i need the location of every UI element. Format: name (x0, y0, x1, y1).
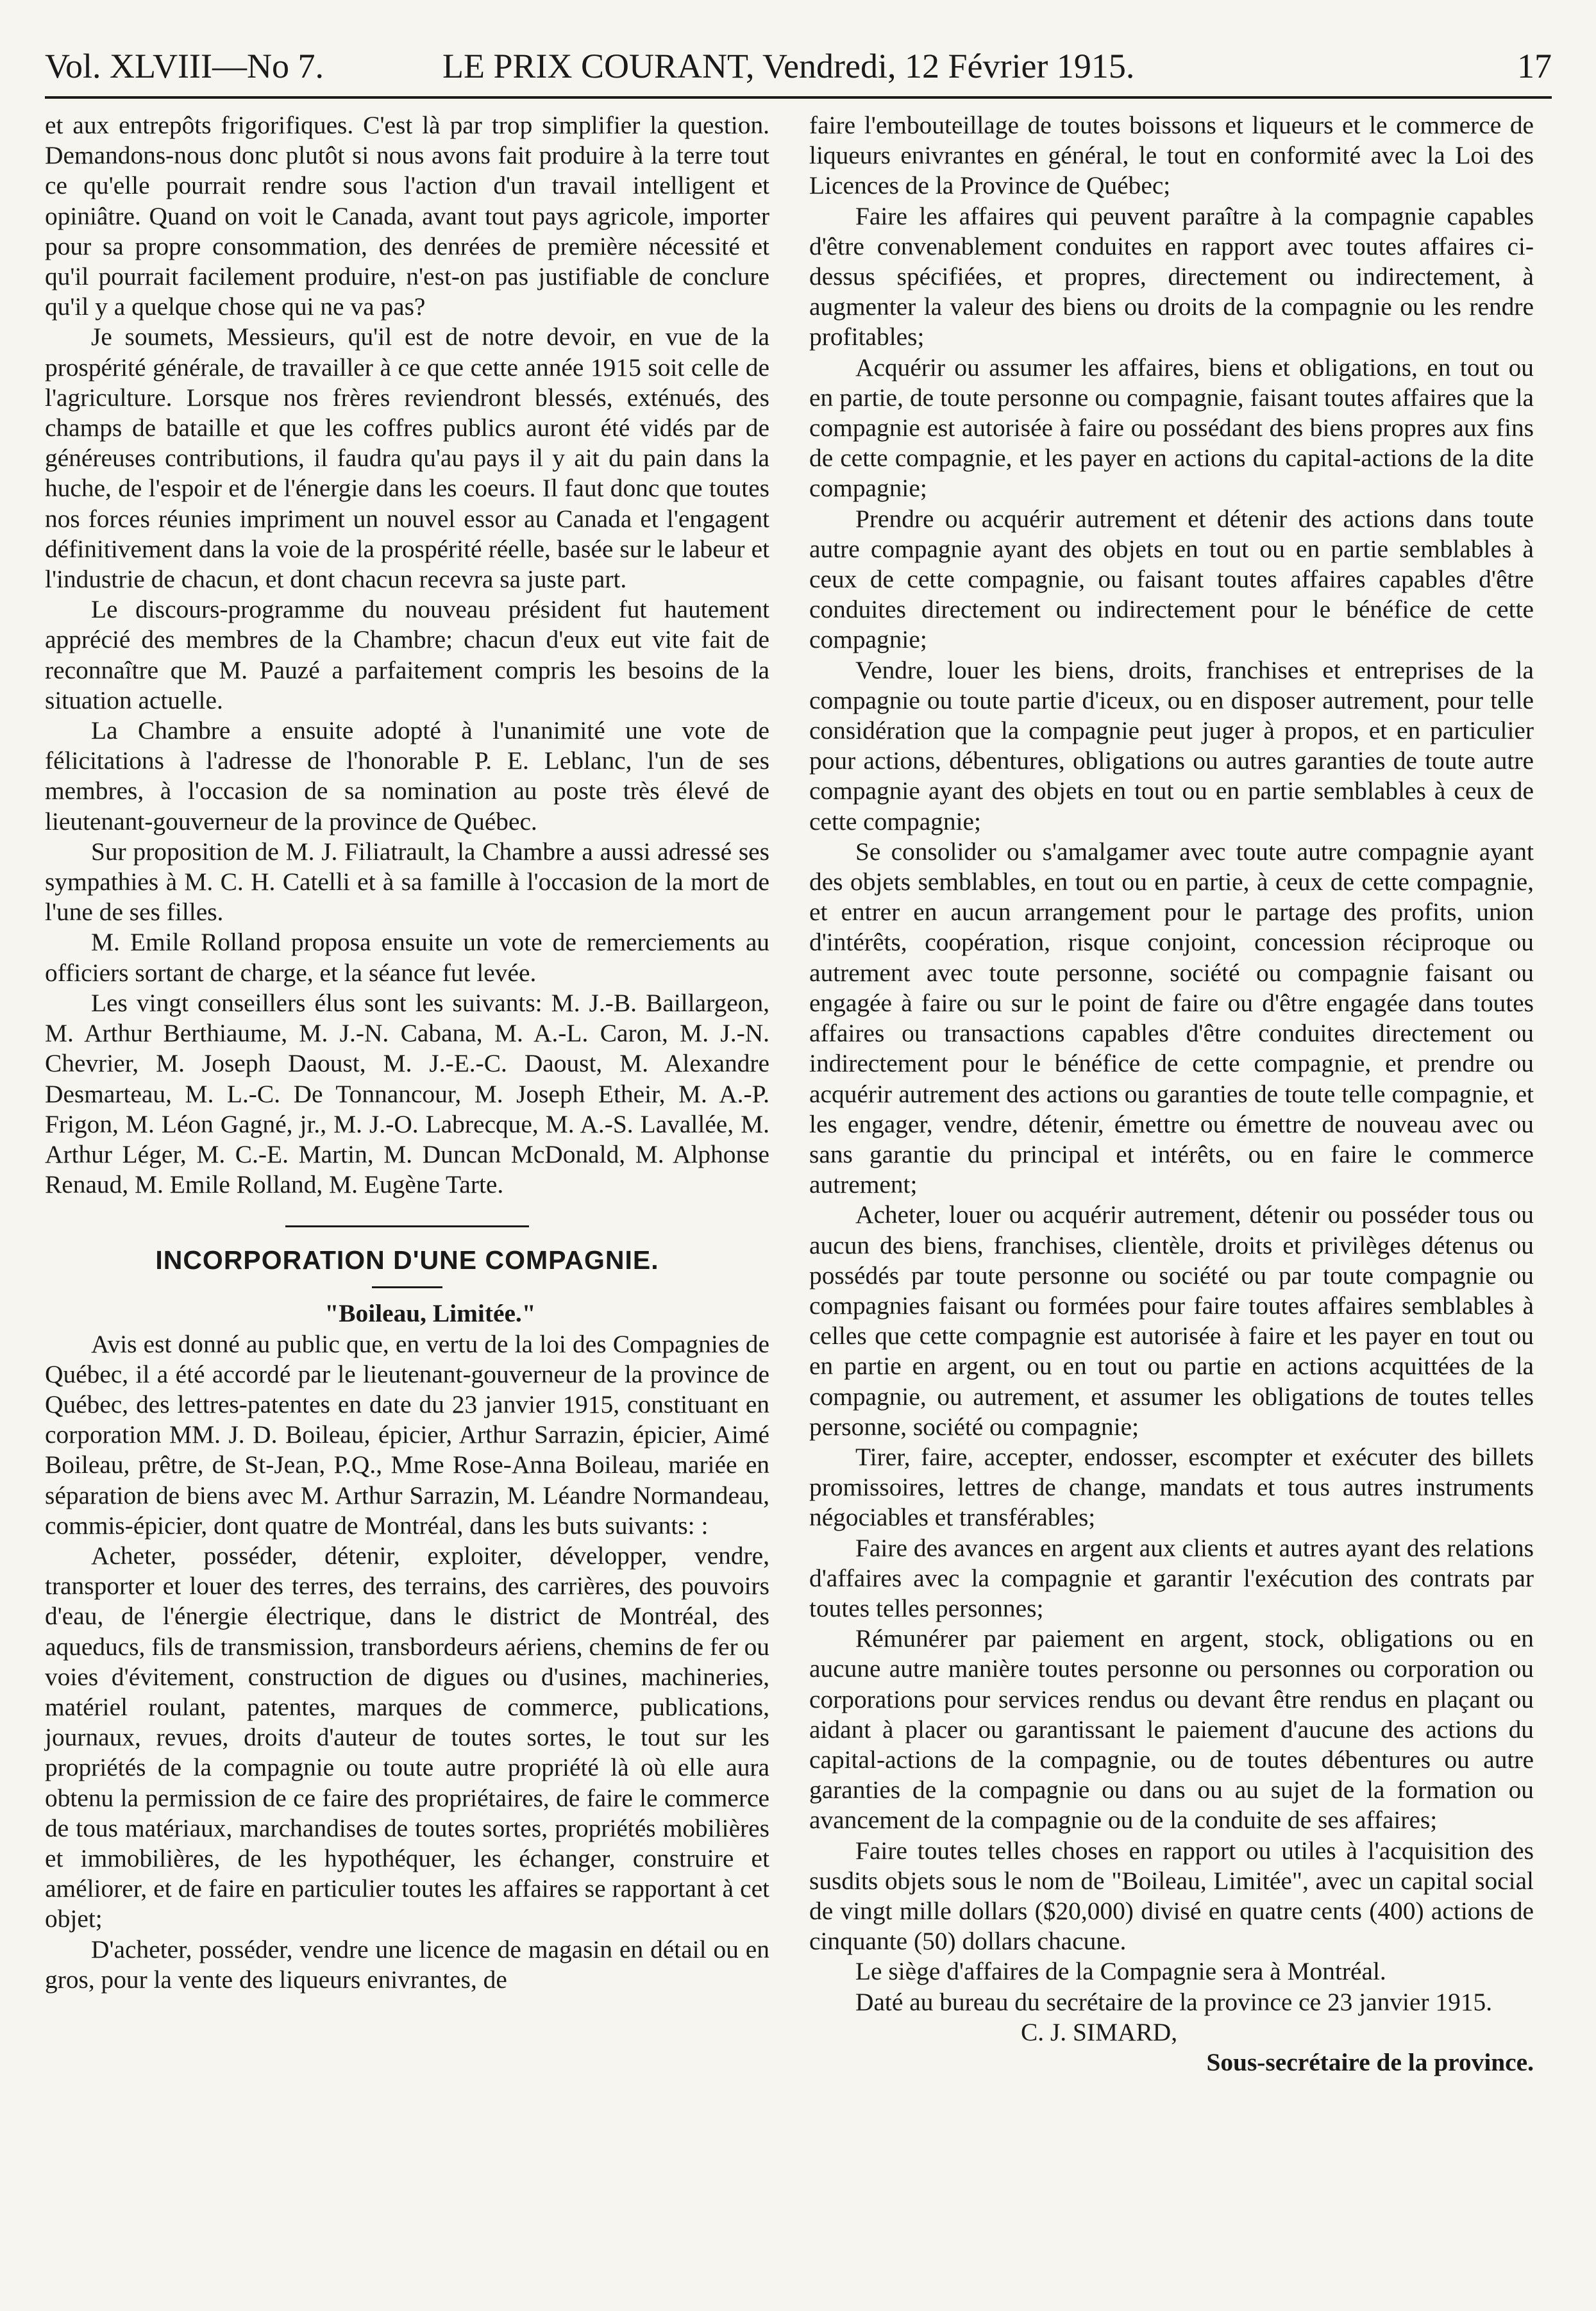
paragraph: Acheter, louer ou acquérir autrement, détenir ou posséder tous ou aucun des biens, franchises, clientèle, droits et privilèges détenus ou possédés par toute personne ou société ou par toute compagnie ou compagnies faisant ou formées pour faire toutes affaires semblables à celles que cette compagnie est autorisée à faire et les payer en tout ou en partie en argent, ou en tout ou partie en actions acquittées de la compagnie, ou autrement, et assumer les obligations de toutes telles personne, société ou compagnie; (809, 1200, 1534, 1441)
paragraph: D'acheter, posséder, vendre une licence de magasin en détail ou en gros, pour la vente des liqueurs enivrantes, de (45, 1935, 769, 1994)
title-underline (372, 1286, 442, 1288)
page-number: 17 (1517, 47, 1552, 85)
paragraph: Vendre, louer les biens, droits, franchises et entreprises de la compagnie ou toute partie d'iceux, ou en disposer autrement, pour telle considération que la compagnie peut juger à propos, et en particulier pour actions, débentures, obligations ou autres garanties de toute autre compagnie ayant des objets en tout ou en partie semblables à ceux de cette compagnie; (809, 655, 1534, 836)
paragraph: faire l'embouteillage de toutes boissons et liqueurs et le commerce de liqueurs enivrantes en général, le tout en conformité avec la Loi des Licences de la Province de Québec; (809, 111, 1534, 200)
paragraph: Faire les affaires qui peuvent paraître à la compagnie capables d'être convenablement conduites en rapport avec toutes affaires ci-dessus spécifiées, et propres, directement ou indirectement, à augmenter la valeur des biens ou droits de la compagnie ou les rendre profitables; (809, 201, 1534, 351)
section-subtitle: "Boileau, Limitée." (324, 1299, 536, 1328)
paragraph: Faire toutes telles choses en rapport ou utiles à l'acquisition des susdits objets sous le nom de "Boileau, Limitée", avec un capital social de vingt mille dollars ($20,000) divisé en quatre cents (400) actions de cinquante (50) dollars chacune. (809, 1836, 1534, 1956)
paragraph: Les vingt conseillers élus sont les suivants: M. J.-B. Baillargeon, M. Arthur Berthiaume, M. J.-N. Cabana, M. A.-L. Caron, M. J.-N. Chevrier, M. Joseph Daoust, M. J.-E.-C. Daoust, M. Alexandre Desmarteau, M. L.-C. De Tonnancour, M. Joseph Etheir, M. A.-P. Frigon, M. Léon Gagné, jr., M. J.-O. Labrecque, M. A.-S. Lavallée, M. Arthur Léger, M. C.-E. Martin, M. Duncan McDonald, M. Alphonse Renaud, M. Emile Rolland, M. Eugène Tarte. (45, 988, 769, 1199)
paragraph: et aux entrepôts frigorifiques. C'est là par trop simplifier la question. Demandons-nous donc plutôt si nous avons fait produire à la terre tout ce qu'elle pourrait rendre sous l'action d'un travail intelligent et opiniâtre. Quand on voit le Canada, avant tout pays agricole, importer pour sa propre consommation, des denrées de première nécessité et qu'il pourrait facilement produire, n'est-on pas justifiable de conclure qu'il y a quelque chose qui ne va pas? (45, 111, 769, 321)
paragraph: Le discours-programme du nouveau président fut hautement apprécié des membres de la Chambre; chacun d'eux eut vite fait de reconnaître que M. Pauzé a parfaitement compris les besoins de la situation actuelle. (45, 595, 769, 714)
paragraph: Se consolider ou s'amalgamer avec toute autre compagnie ayant des objets semblables, en tout ou en partie, à ceux de cette compagnie, et entrer en aucun arrangement pour le partage des profits, union d'intérêts, coopération, risque conjoint, concession réciproque ou autrement avec toute personne, société ou compagnie faisant ou engagée à faire ou sur le point de faire ou d'être engagée dans toutes affaires ou transactions capables d'être conduites directement ou indirectement pour le bénéfice de cette compagnie, et prendre ou acquérir autrement des actions ou garanties de toute telle compagnie, et les engager, vendre, détenir, émettre ou émettre de nouveau avec ou sans garantie du principal et intérêts, ou en faire le commerce autrement; (809, 837, 1534, 1199)
paragraph: Je soumets, Messieurs, qu'il est de notre devoir, en vue de la prospérité générale, de travailler à ce que cette année 1915 soit celle de l'agriculture. Lorsque nos frères reviendront blessés, exténués, des champs de bataille et que les coffres publics auront été vidés par de généreuses contributions, il faudra qu'au pays il y ait du pain dans la huche, de l'espoir et de l'énergie dans les coeurs. Il faut donc que toutes nos forces réunies impriment un nouvel essor au Canada et l'engagent définitivement dans la voie de la prospérité réelle, basée sur le labeur et l'industrie de chacun, et dont chacun recevra sa juste part. (45, 323, 769, 594)
signature-name: C. J. SIMARD, (1021, 2017, 1178, 2046)
header-rule (45, 96, 1552, 99)
paragraph: Prendre ou acquérir autrement et détenir des actions dans toute autre compagnie ayant des objets en tout ou en partie semblables à ceux de cette compagnie, ou faisant toutes affaires capables d'être conduites directement ou indirectement pour le bénéfice de cette compagnie; (809, 504, 1534, 654)
left-column (45, 110, 769, 1995)
volume-number: Vol. XLVIII—No 7. (45, 47, 324, 85)
paragraph: Sur proposition de M. J. Filiatrault, la Chambre a aussi adressé ses sympathies à M. C. H. Catelli et à sa famille à l'occasion de la mort de l'une de ses filles. (45, 837, 769, 927)
signature-title: Sous-secrétaire de la province. (1206, 2048, 1534, 2076)
paragraph: Le siège d'affaires de la Compagnie sera à Montréal. (855, 1957, 1386, 1986)
paragraph: Acheter, posséder, détenir, exploiter, développer, vendre, transporter et louer des terres, des terrains, des carrières, des pouvoirs d'eau, de l'énergie électrique, dans le district de Montréal, des aqueducs, fils de transmission, transbordeurs aériens, chemins de fer ou voies d'évitement, construction de digues ou d'usines, machineries, matériel roulant, patentes, marques de commerce, publications, journaux, revues, droits d'auteur de toutes sortes, le tout sur les propriétés de la compagnie ou toute autre propriété là où elle aura obtenu la permission de ce faire des propriétaires, de faire le commerce de tous matériaux, marchandises de toutes sortes, propriétés mobilières et immobilières, de les hypothéquer, les échanger, construire et améliorer, et de faire en particulier toutes les affaires se rapportant à cet objet; (45, 1541, 769, 1933)
date-line: Daté au bureau du secrétaire de la province ce 23 janvier 1915. (855, 1987, 1493, 2016)
right-column (809, 110, 1534, 2078)
paragraph: Tirer, faire, accepter, endosser, escompter et exécuter des billets promissoires, lettres de change, mandats et tous autres instruments négociables et transférables; (809, 1442, 1534, 1532)
paragraph: Rémunérer par paiement en argent, stock, obligations ou en aucune autre manière toutes personne ou personnes ou corporation ou corporations pour services rendus ou devant être rendus en plaçant ou aidant à placer ou garantissant le paiement d'aucune des actions du capital-actions de la compagnie, ou de toutes débentures ou autre garanties de la compagnie ou dans ou au sujet de la formation ou avancement de la compagnie ou de la conduite de ses affaires; (809, 1624, 1534, 1835)
paragraph: Faire des avances en argent aux clients et autres ayant des relations d'affaires avec la compagnie et garantir l'exécution des contrats par toutes telles personnes; (809, 1533, 1534, 1622)
section-divider (285, 1225, 529, 1227)
paragraph: Avis est donné au public que, en vertu de la loi des Compagnies de Québec, il a été accordé par le lieutenant-gouverneur de la province de Québec, des lettres-patentes en date du 23 janvier 1915, constituant en corporation MM. J. D. Boileau, épicier, Arthur Sarrazin, épicier, Aimé Boileau, prêtre, de St-Jean, P.Q., Mme Rose-Anna Boileau, mariée en séparation de biens avec M. Arthur Sarrazin, M. Léandre Normandeau, commis-épicier, dont quatre de Montréal, dans les buts suivants: : (45, 1329, 769, 1540)
section-title: INCORPORATION D'UNE COMPAGNIE. (155, 1245, 659, 1275)
paragraph: M. Emile Rolland proposa ensuite un vote de remerciements au officiers sortant de charge, et la séance fut levée. (45, 928, 769, 987)
publication-title: LE PRIX COURANT, Vendredi, 12 Février 1915. (442, 47, 1135, 85)
page-header (45, 40, 1552, 92)
paragraph: Acquérir ou assumer les affaires, biens et obligations, en tout ou en partie, de toute personne ou compagnie, faisant toutes affaires que la compagnie est autorisée à faire ou possédant des biens propres aux fins de cette compagnie, et les payer en actions du capital-actions de la dite compagnie; (809, 353, 1534, 503)
paragraph: La Chambre a ensuite adopté à l'unanimité une vote de félicitations à l'adresse de l'honorable P. E. Leblanc, l'un de ses membres, à l'occasion de sa nomination au poste très élevé de lieutenant-gouverneur de la province de Québec. (45, 716, 769, 836)
